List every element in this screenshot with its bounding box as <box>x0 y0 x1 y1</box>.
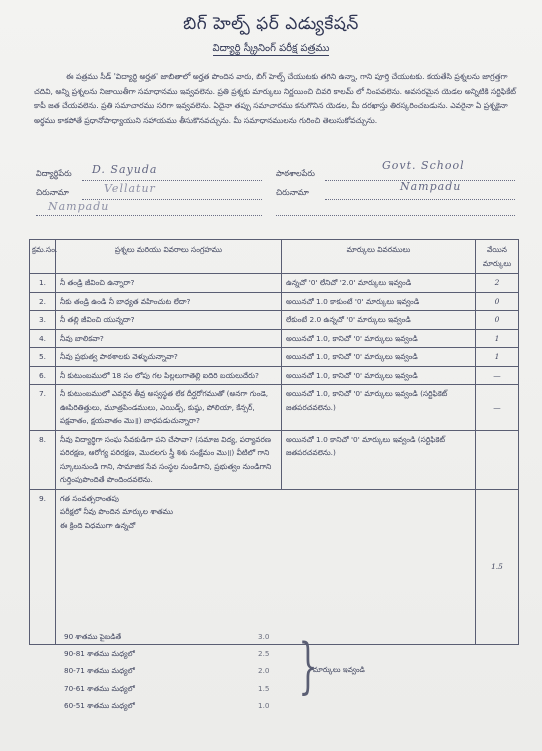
row-score <box>476 430 519 489</box>
instructions-paragraph: ఈ పత్రము సీడ్ 'విద్యార్థి అర్హత' జాబితాలో అర్హత పొందిన వారు, బిగ్ హెల్ప్ చేయుటకు తగిని ఉన్నా, గాని పూర్తి చేయుటకు. కయతేసి ప్రశ్నలను జాగ్రత్తగా చదివి, అన్ని ప్రశ్నలను నిజాయితీగా సమాధానము ఇవ్వవలెను. ప్రతి ప్రశ్నకు మార్కులు నిర్ణయించి చివరి కాలమ్ లో నింపవలెను. అవసరమైన యెడల అన్నిటికి సర్టిఫికేట్ కాపీ జత చేయవలెను. ప్రతి సమాచారము సరిగా ఇవ్వవలెను. ఏదైనా తప్పు సమాచారము కనుగొనిన యెడల, మీ దరఖాస్తు తిరస్కరించబడును. ఎవరైనా ఏ ప్రశ్నకైనా అర్థము కాకపోతే ప్రధానోపాధ్యాయుని సహాయము తీసుకొనవచ్చును. మీ సమాధానములను గురించి తెలుసుకోవచ్చును. <box>34 72 517 125</box>
row-number: 5. <box>30 348 56 367</box>
document-subtitle: విద్యార్థి స్క్రీనింగ్ పరీక్ష పత్రము <box>212 43 330 54</box>
row-number: 2. <box>30 292 56 311</box>
table-row <box>30 292 519 311</box>
table-row <box>30 366 519 385</box>
row-marks: లేకుంటే 2.0 ఉన్నచో '0' మార్కులు ఇవ్వండి <box>282 311 476 330</box>
row-score: 1.5 <box>476 489 519 644</box>
row-question: నీవు ప్రభుత్వ పాఠశాలకు వెళ్ళుచున్నావా? <box>56 348 282 367</box>
row-marks: అయినచో 1.0, కానిచో '0' మార్కులు ఇవ్వండి <box>282 329 476 348</box>
row-marks: అయినచో 1.0, కానిచో '0' మార్కులు ఇవ్వండి <box>282 366 476 385</box>
slab-marks-note: మార్కులు ఇవ్వండి <box>313 665 365 674</box>
document-title: బిగ్ హెల్ప్ ఫర్ ఎడ్యుకేషన్ <box>183 14 359 34</box>
village-value: Vellatur <box>104 182 156 195</box>
slab-intro-2: పరీక్షలో నీవు పొందిన మార్కుల శాతము <box>60 507 174 516</box>
header-score: వేయిన మార్కులు <box>476 240 519 274</box>
screening-table <box>29 239 519 645</box>
row-number: 8. <box>30 430 56 489</box>
slab-value: 1.5 <box>258 684 270 693</box>
district-line <box>36 215 262 216</box>
student-name-value: D. Sayuda <box>92 163 158 176</box>
district-value: Nampadu <box>48 200 110 213</box>
row-marks: అయినచో 1.0 కానిచో '0' మార్కులు ఇవ్వండి (సర్టిఫికెట్ జతపరచవలెను.) <box>282 430 476 489</box>
row-score: 1 <box>476 329 519 348</box>
row-marks: అయినచో 1.0, కానిచో '0' మార్కులు ఇవ్వండి <box>282 348 476 367</box>
row-number: 6. <box>30 366 56 385</box>
row-question: నీ తల్లి జీవించి యున్నదా? <box>56 311 282 330</box>
row-score: 2 <box>476 274 519 293</box>
row-score: — <box>476 366 519 385</box>
table-row-marks-slab <box>30 489 519 644</box>
mandal-line <box>325 199 515 200</box>
slab-value: 1.0 <box>258 701 270 710</box>
slab-label: 80-71 శాతము మధ్యలో <box>64 666 135 675</box>
slab-label: 70-61 శాతము మధ్యలో <box>64 684 135 693</box>
header-serial: క్రమ.సం. <box>30 240 56 274</box>
student-name-line <box>82 180 262 181</box>
table-row <box>30 274 519 293</box>
row-question: నీ తండ్రి జీవించి ఉన్నారా? <box>56 274 282 293</box>
header-marks-detail: మార్కులు వివరములు <box>282 240 476 274</box>
student-name-label: విద్యార్థిపేరు <box>36 169 72 178</box>
slab-label: 90 శాతము పైబడితే <box>64 632 122 641</box>
mandal-label: చిరునామా <box>276 188 309 197</box>
row-question: నీ కుటుంబములో 18 సం లోపు గల పిల్లలుగాతెల్లి ఐదిరి బయలుదేరు? <box>56 366 282 385</box>
row-number: 3. <box>30 311 56 330</box>
table-row <box>30 348 519 367</box>
row-score: — <box>476 385 519 431</box>
slab-value: 2.0 <box>258 666 270 675</box>
row-number: 1. <box>30 274 56 293</box>
row-score: 0 <box>476 311 519 330</box>
slab-intro-1: గత సంవత్సరాంతపు <box>60 493 119 503</box>
slab-value: 2.5 <box>258 649 270 658</box>
row-marks: అయినచో 1.0, కానిచో '0' మార్కులు ఇవ్వండి (సర్టిఫికెట్ జతపరచవలెను.) <box>282 385 476 431</box>
school-name-value: Govt. School <box>382 159 465 172</box>
row-number: 4. <box>30 329 56 348</box>
slab-label: 90-81 శాతము మధ్యలో <box>64 649 135 658</box>
table-row <box>30 430 519 489</box>
school-name-label: పాఠశాలపేరు <box>276 169 315 178</box>
row-question: నీవు బాలికవా? <box>56 329 282 348</box>
row-question: నీకు తండ్రి ఉండి నీ బాధ్యత వహించుట లేదా? <box>56 292 282 311</box>
table-row <box>30 329 519 348</box>
table-row <box>30 311 519 330</box>
slab-label: 60-51 శాతము మధ్యలో <box>64 701 135 710</box>
curly-brace: } <box>298 631 318 701</box>
extra-line <box>276 215 515 216</box>
row-question: నీ కుటుంబములో ఎవరైన తీవ్ర అస్వస్థత లేక దీర్ఘరోగముతో (అనగా గుండె, ఊపిరితిత్తులు, మూత్రపిండములు, ఎయిడ్స్, కుష్ఠు, పోలియా, కేన్సర్, పక్షవాతం, క్షయవాతం మొ॥) బాధపడుచున్నారా? <box>56 385 282 431</box>
mandal-value: Nampadu <box>400 180 462 193</box>
header-question: ప్రశ్నలు మరియు వివరాలు సంగ్రహము <box>56 240 282 274</box>
row-marks <box>282 489 476 644</box>
row-marks: ఉన్నచో '0' లేనిచో '2.0' మార్కులు ఇవ్వండి <box>282 274 476 293</box>
table-header-row <box>30 240 519 274</box>
row-number: 7. <box>30 385 56 431</box>
row-number: 9. <box>30 489 56 644</box>
row-question: నీవు విద్యార్థిగా సంఘ సేవకుడిగా పని చేసావా? (సమాజ విద్య, పర్యావరణ పరిరక్షణ, ఆరోగ్య పరిరక్షణ, మొదలగు స్త్రీ శిశు సంక్షేమం మొ॥) వీటిలో గాని స్కూలునుండి గాని, సామాజిక సేవ సంస్థల నుండిగాని, ప్రభుత్వం నుండిగాని గుర్తింపుపొందితే పొందిందవలెను. <box>56 430 282 489</box>
village-label: చిరునామా <box>36 188 69 197</box>
table-row <box>30 385 519 431</box>
row-question <box>56 489 282 644</box>
slab-value: 3.0 <box>258 632 270 641</box>
row-score: 1 <box>476 348 519 367</box>
slab-intro-3: ఈ క్రింది విధముగా ఉన్నచో <box>60 520 136 530</box>
row-score: 0 <box>476 292 519 311</box>
row-marks: అయినచో 1.0 కాకుంటే '0' మార్కులు ఇవ్వండి <box>282 292 476 311</box>
